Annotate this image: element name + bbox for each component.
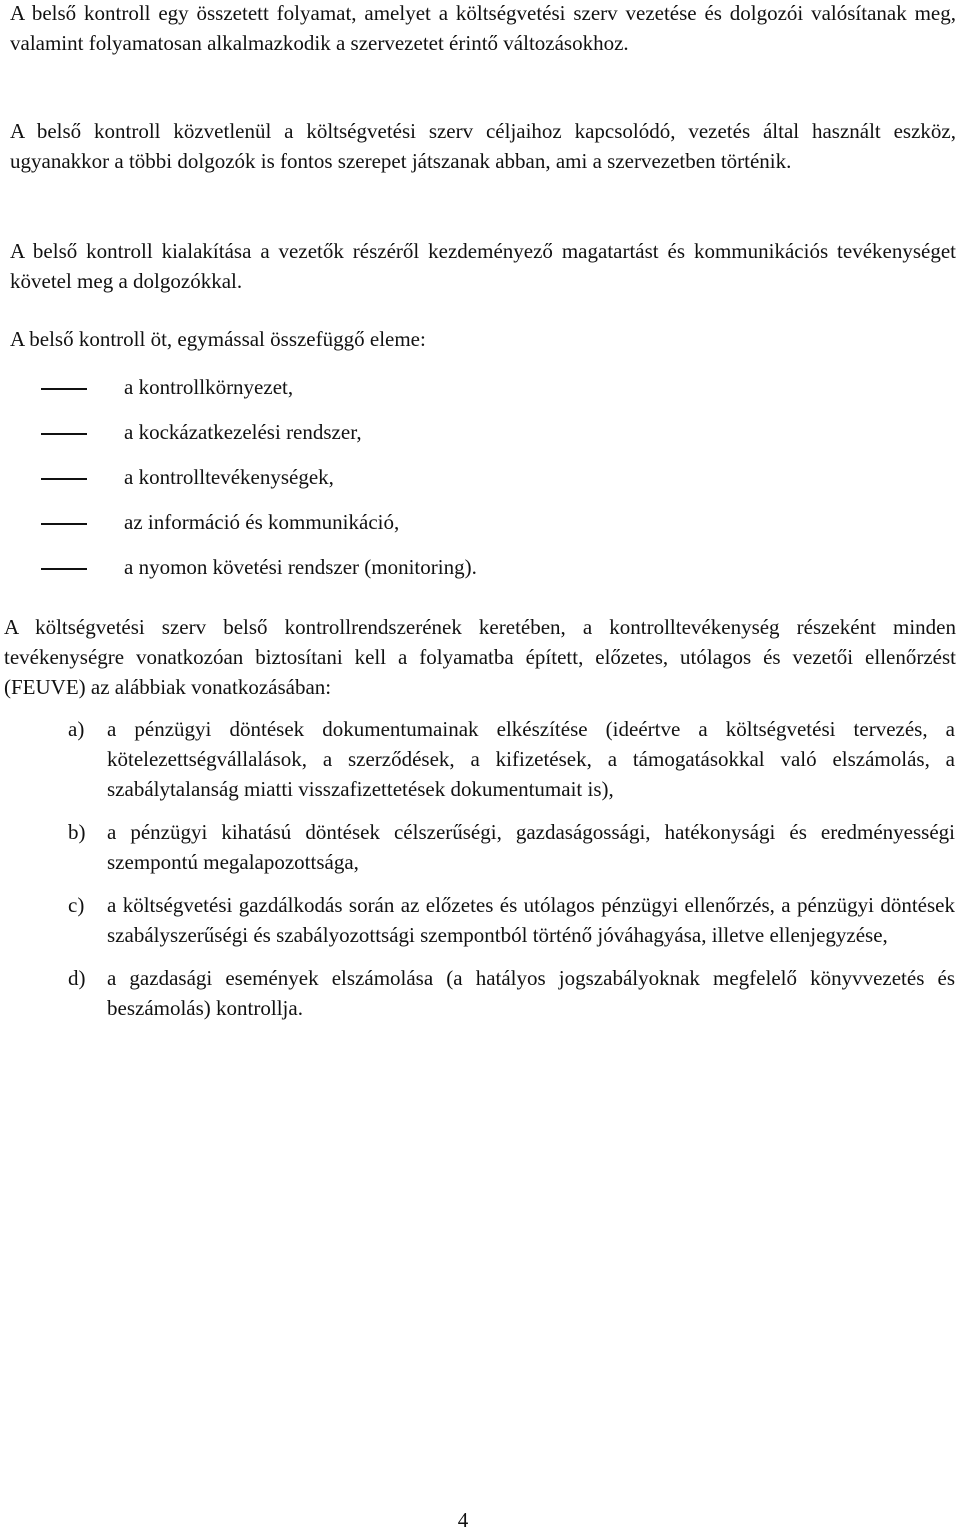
list-item	[0, 714, 960, 804]
paragraph-management-tool: A belső kontroll közvetlenül a költségvetési szerv céljaihoz kapcsolódó, vezetés által használt eszköz, ugyanakkor a többi dolgozók is fontos szerepet játszanak abban, ami a szervezetben történik.	[10, 119, 956, 173]
paragraph-feuve: A költségvetési szerv belső kontrollrendszerének keretében, a kontrolltevékenység részeként minden tevékenységre vonatkozóan biztosítani kell a folyamatba épített, előzetes, utólagos és vezetői ellenőrzést (FEUVE) az alábbiak vonatkozásában:	[4, 615, 956, 699]
list-item	[0, 462, 960, 507]
paragraph-elements-intro: A belső kontroll öt, egymással összefüggő eleme:	[10, 327, 426, 351]
dash-bullet-icon	[41, 523, 87, 525]
list-item	[0, 417, 960, 462]
list-item	[0, 507, 960, 552]
list-item-text: a kockázatkezelési rendszer,	[124, 420, 362, 444]
list-item	[0, 372, 960, 417]
paragraph-leadership: A belső kontroll kialakítása a vezetők részéről kezdeményező magatartást és kommunikációs tevékenységet követel meg a dolgozókkal.	[10, 239, 956, 293]
paragraph-definition: A belső kontroll egy összetett folyamat, amelyet a költségvetési szerv vezetése és dolgozói valósítanak meg, valamint folyamatosan alkalmazkodik a szervezetet érintő változásokhoz.	[10, 1, 956, 55]
list-item-marker: c)	[68, 893, 85, 917]
control-elements-list	[0, 372, 960, 597]
list-item-marker: b)	[68, 820, 86, 844]
list-item	[0, 890, 960, 950]
list-item-marker: d)	[68, 966, 86, 990]
list-item-text: a nyomon követési rendszer (monitoring).	[124, 555, 477, 579]
dash-bullet-icon	[41, 388, 87, 390]
list-item-text: az információ és kommunikáció,	[124, 510, 400, 534]
list-item	[0, 817, 960, 877]
list-item-marker: a)	[68, 717, 85, 741]
list-item-text: a pénzügyi kihatású döntések célszerűségi, gazdaságossági, hatékonysági és eredményességi szempontú megalapozottsága,	[107, 820, 955, 874]
list-item-text: a pénzügyi döntések dokumentumainak elkészítése (ideértve a költségvetési tervezés, a kötelezettségvállalások, a szerződések, a kifizetések, a támogatásokkal való elszámolás, a szabálytalanság miatti visszafizettetések dokumentumait is),	[107, 717, 955, 801]
list-item	[0, 552, 960, 597]
page-number: 4	[457, 1508, 469, 1532]
list-item-text: a költségvetési gazdálkodás során az előzetes és utólagos pénzügyi ellenőrzés, a pénzügyi döntések szabályszerűségi és szabályozottsági szempontból történő jóváhagyása, illetve ellenjegyzése,	[107, 893, 955, 947]
list-item-text: a gazdasági események elszámolása (a hatályos jogszabályoknak megfelelő könyvvezetés és beszámolás) kontrollja.	[107, 966, 955, 1020]
list-item-text: a kontrolltevékenységek,	[124, 465, 334, 489]
dash-bullet-icon	[41, 478, 87, 480]
list-item-text: a kontrollkörnyezet,	[124, 375, 294, 399]
feuve-list	[0, 714, 960, 1036]
dash-bullet-icon	[41, 568, 87, 570]
list-item	[0, 963, 960, 1023]
dash-bullet-icon	[41, 433, 87, 435]
